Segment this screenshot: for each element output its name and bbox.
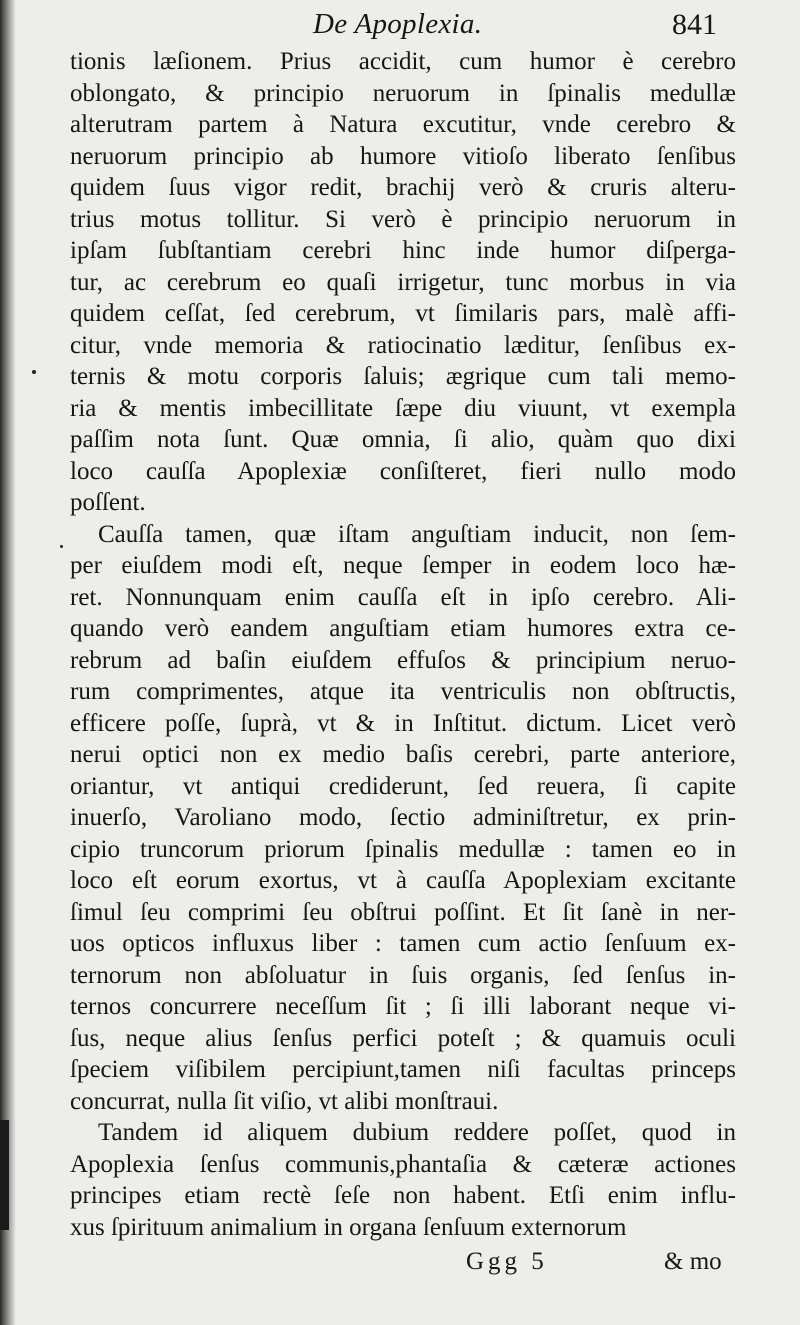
body-text	[70, 46, 736, 1243]
running-head: De Apoplexia.	[313, 8, 483, 40]
text-line: trius motus tollitur. Si verò è principio neruorum in	[70, 205, 736, 233]
text-line: neruorum principio ab humore vitioſo liberato ſenſibus	[70, 142, 736, 170]
text-line: ret. Nonnunquam enim cauſſa eſt in ipſo cerebro. Ali-	[70, 583, 736, 611]
text-line: Cauſſa tamen, quæ iſtam anguſtiam inducit, non ſem-	[98, 520, 736, 548]
text-line: tur, ac cerebrum eo quaſi irrigetur, tunc morbus in via	[70, 268, 736, 296]
ink-speck	[32, 370, 36, 374]
ink-speck	[60, 545, 63, 548]
text-line: Apoplexia ſenſus communis,phantaſia & cæteræ actiones	[70, 1150, 736, 1178]
text-line: ternos concurrere neceſſum ſit ; ſi illi laborant neque vi-	[70, 993, 736, 1020]
text-line: rebrum ad baſin eiuſdem effuſos & principium neruo-	[70, 646, 736, 674]
page-edge-stain	[0, 1120, 9, 1230]
text-line: Tandem id aliquem dubium reddere poſſet, quod in	[98, 1119, 736, 1146]
text-line: alterutram partem à Natura excutitur, vnde cerebro &	[70, 111, 736, 138]
text-line: quando verò eandem anguſtiam etiam humores extra ce-	[70, 615, 736, 642]
text-line: loco eſt eorum exortus, vt à cauſſa Apoplexiam excitante	[70, 867, 736, 894]
text-line: concurrat, nulla ſit viſio, vt alibi monſtraui.	[70, 1087, 499, 1115]
text-line: citur, vnde memoria & ratiocinatio læditur, ſenſibus ex-	[70, 331, 736, 359]
text-line: oriantur, vt antiqui crediderunt, ſed reuera, ſi capite	[70, 772, 736, 800]
text-line: tionis læſionem. Prius accidit, cum humor è cerebro	[70, 48, 736, 75]
text-line: nerui optici non ex medio baſis cerebri, parte anteriore,	[70, 741, 736, 768]
paragraph	[70, 46, 736, 519]
text-line: rum comprimentes, atque ita ventriculis non obſtructis,	[70, 678, 736, 705]
text-line: ſimul ſeu comprimi ſeu obſtrui poſſint. Et ſit ſanè in ner-	[70, 898, 736, 926]
text-line: loco cauſſa Apoplexiæ conſiſteret, fieri nullo modo	[70, 457, 736, 485]
text-line: paſſim nota ſunt. Quæ omnia, ſi alio, quàm quo dixi	[70, 426, 736, 453]
text-line: efficere poſſe, ſuprà, vt & in Inſtitut. dictum. Licet verò	[70, 709, 736, 737]
paragraph	[70, 1117, 736, 1243]
text-line: cipio truncorum priorum ſpinalis medullæ : tamen eo in	[70, 835, 736, 863]
text-line: ſus, neque alius ſenſus perfici poteſt ; & quamuis oculi	[70, 1024, 736, 1052]
text-line: oblongato, & principio neruorum in ſpinalis medullæ	[70, 79, 736, 107]
text-line: poſſent.	[70, 489, 146, 516]
page-number: 841	[672, 8, 717, 41]
text-line: ria & mentis imbecillitate ſæpe diu viuunt, vt exempla	[70, 394, 736, 422]
signature-mark: Ggg 5	[466, 1248, 548, 1275]
page-footer	[0, 1248, 800, 1288]
text-line: ternorum non abſoluatur in ſuis organis, ſed ſenſus in-	[70, 961, 736, 989]
catchword: & mo	[664, 1248, 722, 1275]
text-line: ſpeciem viſibilem percipiunt,tamen niſi facultas princeps	[70, 1056, 736, 1083]
paragraph	[70, 519, 736, 1118]
text-line: quidem ceſſat, ſed cerebrum, vt ſimilaris pars, malè affi-	[70, 300, 736, 327]
text-line: ipſam ſubſtantiam cerebri hinc inde humor diſperga-	[70, 237, 736, 264]
text-line: principes etiam rectè ſeſe non habent. Etſi enim influ-	[70, 1182, 736, 1209]
text-line: ternis & motu corporis ſaluis; ægrique cum tali memo-	[70, 363, 736, 390]
text-line: quidem ſuus vigor redit, brachij verò & cruris alteru-	[70, 174, 736, 201]
text-line: uos opticos influxus liber : tamen cum actio ſenſuum ex-	[70, 930, 736, 957]
text-line: inuerſo, Varoliano modo, ſectio adminiſtretur, ex prin-	[70, 804, 736, 831]
text-line: per eiuſdem modi eſt, neque ſemper in eodem loco hæ-	[70, 552, 736, 579]
text-line: xus ſpirituum animalium in organa ſenſuum externorum	[70, 1213, 627, 1241]
page-header	[0, 8, 800, 48]
